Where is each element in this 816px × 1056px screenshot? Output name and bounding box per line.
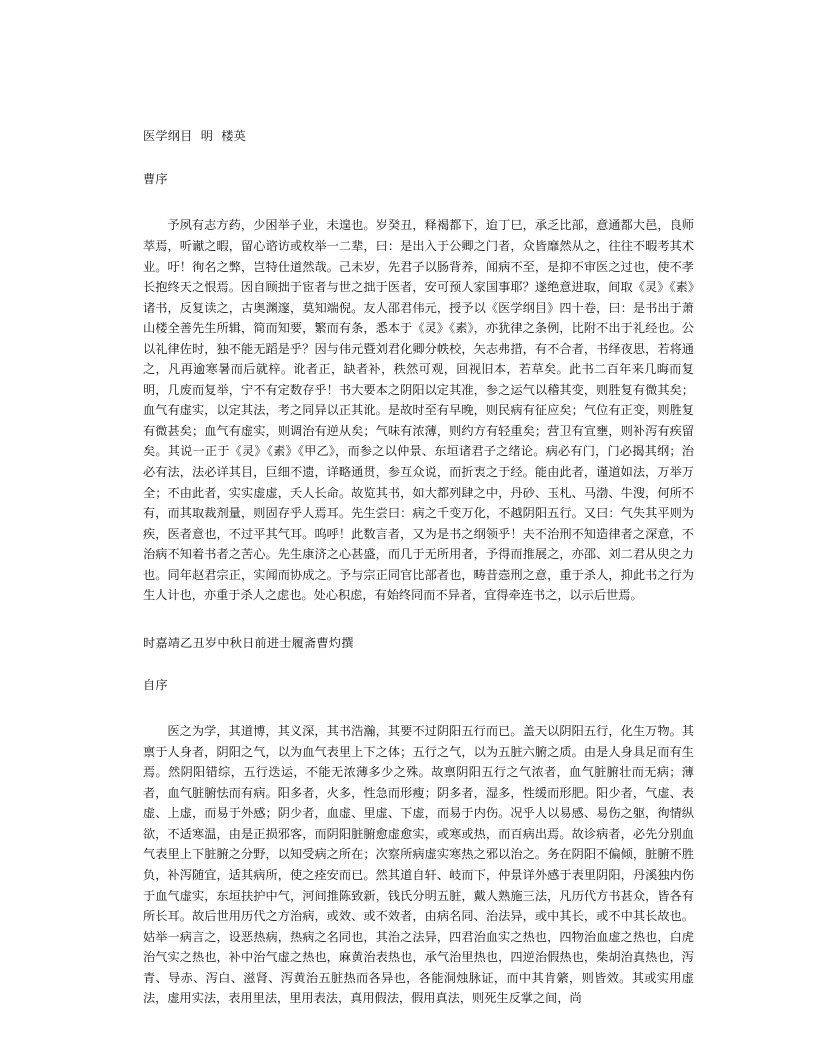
section-paragraph-cao-xu: 予夙有志方药，少困举子业，未遑也。岁癸丑，释褐都下，迨丁巳，承乏比部，意通都大邑，良师萃焉，听谳之暇，留心谘访或枚举一二辈，曰：是出入于公卿之门者，众皆靡然从之，往往不暇考其术业。吁！徇名之弊，岂特仕道然哉。己未岁，先君子以肠背养，闻病不至，是抑不审医之过也，使不孝长抱终天之恨焉。因自顾拙于宦者与世之拙于医者，安可预人家国事耶？遂绝意进取，间取《灵》《素》诸书，反复读之，古奥渊邃，莫知端倪。友人邵君伟元，授予以《医学纲目》四十卷，曰：是书出于萧山楼全善先生所辑，简而知要，繁而有条，悉本于《灵》《素》，亦犹律之条例，比附不出于礼经也。公以礼律佐时，独不能无蹈是乎？因与伟元暨刘君化卿分帙校，矢志弗措，有不合者，书绎夜思，若将通之，凡再逾寒暑而后就梓。讹者正，缺者补，秩然可观，回视旧本，若草矣。此书二百年来几晦而复明，几废而复举，宁不有定数存乎！书大要本之阴阳以定其准，参之运气以稽其变，则胜复有微其矣；血气有虚实，以定其法，考之同异以正其讹。是故时至有早晚，则民病有征应矣；气位有正变，则胜复有微甚矣；血气有虚实，则调治有逆从矣；气味有浓薄，则约方有轻重矣；营卫有宣壅，则补泻有疾留矣。其说一正于《灵》《素》《甲乙》，而参之以仲景、东垣诸君子之绪论。病必有门，门必揭其纲；治必有法，法必详其目，巨细不遗，详略通贯，参互众说，而折衷之于经。能由此者，谨道如法，万举万全；不由此者，实实虚虚，夭人长命。故览其书，如大都列肆之中，丹砂、玉札、马渤、牛溲，何所不有，而其取裁剂量，则固存乎人焉耳。先生尝曰：病之千变万化，不越阴阳五行。又曰：气失其平则为疾，医者意也，不过平其气耳。呜呼！此数言者，又为是书之纲领乎！夫不治刑不知造律者之深意，不治病不知着书者之苦心。先生康济之心甚盛，而几于无所用者，予得而推展之，亦邵、刘二君从臾之力也。同年赵君宗正，实闻而协成之。予与宗正同官比部者也，畴昔悫刑之意，重于杀人，抑此书之行为生人计也，亦重于杀人之虑也。处心积虑，有始终同而不异者，宜得牵连书之，以示后世焉。 xyxy=(143,218,694,603)
section-heading-cao-xu: 曹序 xyxy=(143,172,168,187)
signature-cao-xu: 时嘉靖乙丑岁中秋日前进士履斋曹灼撰 xyxy=(143,635,354,650)
document-text-body xyxy=(143,130,694,1009)
spacer xyxy=(143,606,694,637)
spacer xyxy=(143,691,694,721)
spacer xyxy=(143,142,694,173)
section-heading-zi-xu: 自序 xyxy=(143,678,168,692)
section-paragraph-zi-xu: 医之为学，其道博，其义深，其书浩瀚，其要不过阴阳五行而已。盖天以阴阳五行，化生万物。其禀于人身者，阴阳之气，以为血气表里上下之体；五行之气，以为五脏六腑之质。由是人身具足而有生焉。然阴阳错综，五行迭运，不能无浓薄多少之殊。故禀阴阳五行之气浓者，血气脏腑壮而无病；薄者，血气脏腑怯而有病。阳多者，火多，性急而形瘦；阴多者，湿多，性缓而形肥。阳少者，气虚、表虚、上虚，而易于外感；阴少者，血虚、里虚、下虚，而易于内伤。况乎人以易感、易伤之躯，徇情纵欲，不适寒温，由是正损邪客，而阴阳脏腑愈虚愈实，或寒或热，而百病出焉。故诊病者，必先分别血气表里上下脏腑之分野，以知受病之所在；次察所病虚实寒热之邪以治之。务在阴阳不偏倾，脏腑不胜负，补泻随宜，适其病所，使之痊安而已。然其道自轩、岐而下，仲景详外感于表里阴阳，丹溪独内伤于血气虚实，东垣扶护中气，河间推陈致新，钱氏分明五脏，戴人熟施三法，凡历代方书甚众，皆各有所长耳。故后世用历代之方治病，或效、或不效者，由病名同、治法异，或中其长，或不中其长故也。姑举一病言之，设恶热病，热病之名同也，其治之法异，四君治血实之热也，四物治血虚之热也，白虎治气实之热也，补中治气虚之热也，麻黄治表热也，承气治里热也，四逆治假热也，柴胡治真热也，泻青、导赤、泻白、滋肾、泻黄治五脏热而各异也，各能洞烛脉证，而中其肯綮，则皆效。其或实用虚法，虚用实法，表用里法，里用表法，真用假法，假用真法，则死生反掌之间，尚 xyxy=(143,724,694,1006)
spacer xyxy=(143,185,694,215)
spacer xyxy=(143,649,694,679)
document-title: 医学纲目 明 楼英 xyxy=(143,129,247,143)
